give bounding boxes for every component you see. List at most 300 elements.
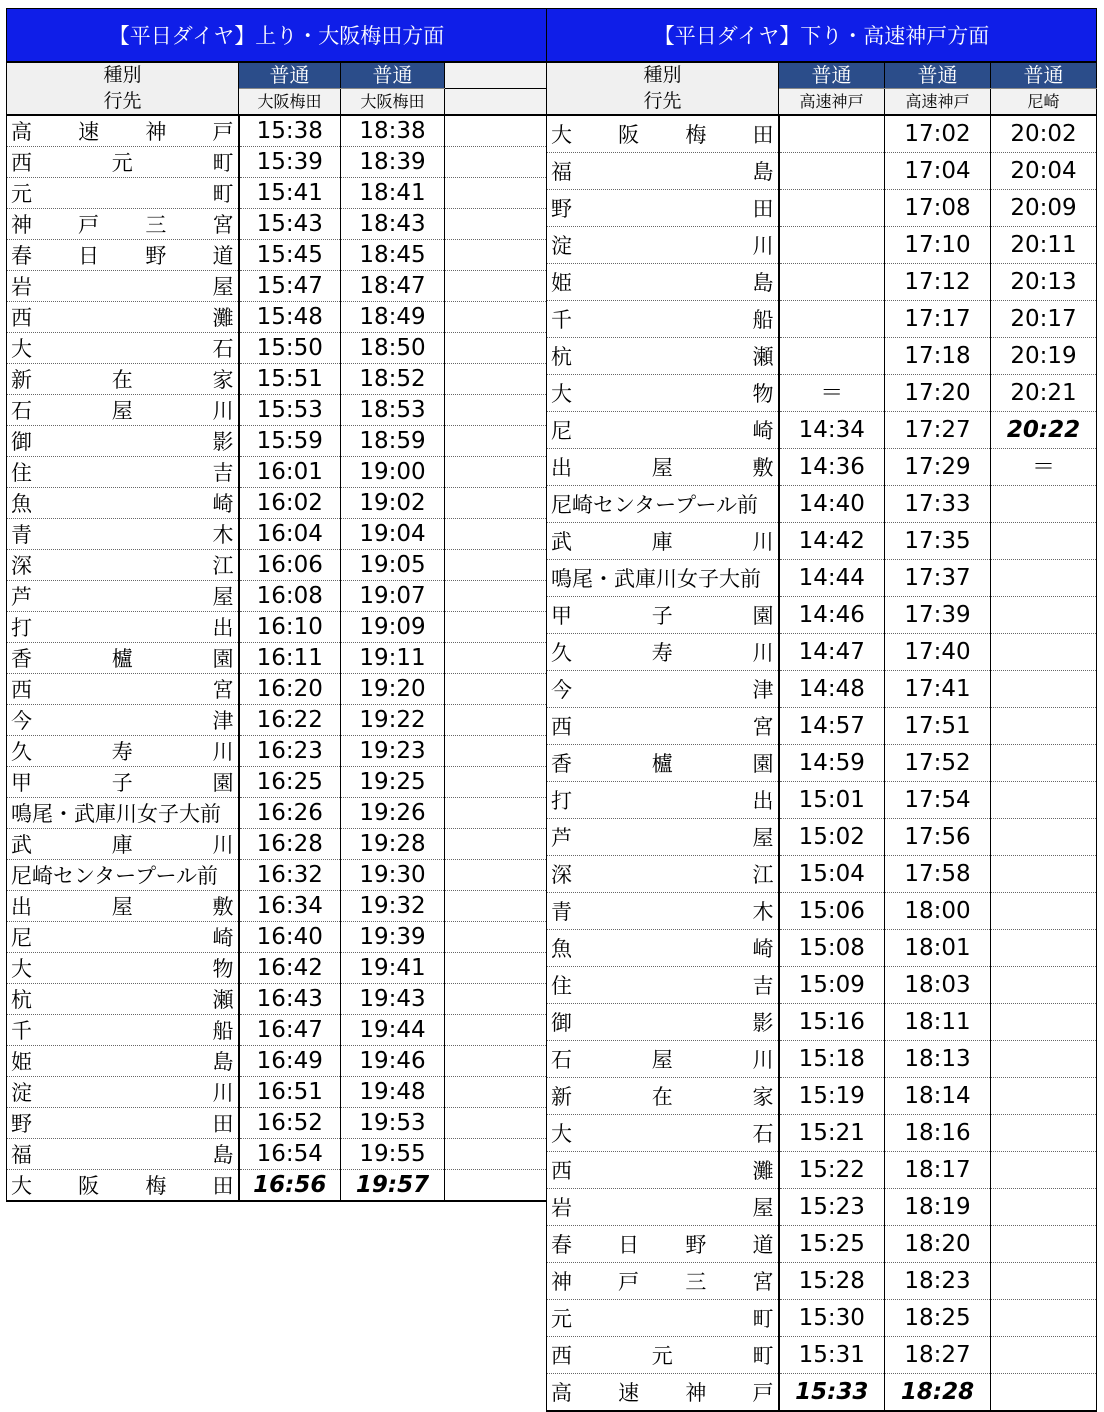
station-name xyxy=(11,953,234,983)
departure-time: 17:37 xyxy=(885,560,991,597)
departure-time: 16:20 xyxy=(239,674,341,705)
station-name xyxy=(11,302,234,332)
station-row xyxy=(547,264,1097,301)
station-name xyxy=(551,267,774,297)
departure-time: 20:13 xyxy=(991,264,1097,301)
table-title: 【平日ダイヤ】下り・高速神戸方面 xyxy=(547,9,1097,63)
station-name-char: 戸 xyxy=(212,120,234,144)
empty-time-cell xyxy=(445,984,547,1015)
station-name-char: 田 xyxy=(212,1174,234,1198)
station-row xyxy=(7,736,547,767)
departure-time: 16:06 xyxy=(239,550,341,581)
station-name-char: 物 xyxy=(752,382,774,406)
departure-time: 18:16 xyxy=(885,1115,991,1152)
station-name-char: 三 xyxy=(145,213,167,237)
station-name-char: 在 xyxy=(651,1085,673,1109)
departure-time: 15:47 xyxy=(239,271,341,302)
station-row xyxy=(547,560,1097,597)
station-name-char: 三 xyxy=(685,1270,707,1294)
station-name-char: 川 xyxy=(212,1081,234,1105)
station-name: 尼崎センタープール前 xyxy=(551,493,759,517)
train-type-cell: 普通 xyxy=(341,62,445,89)
station-name-cell xyxy=(547,227,779,264)
station-row xyxy=(7,922,547,953)
departure-time xyxy=(991,819,1097,856)
station-row xyxy=(7,1015,547,1046)
station-name-char: 川 xyxy=(212,740,234,764)
departure-time: 19:32 xyxy=(341,891,445,922)
station-name xyxy=(11,984,234,1014)
station-name-cell xyxy=(547,153,779,190)
station-name-char: 高 xyxy=(11,120,32,144)
station-name-cell xyxy=(7,147,239,178)
timetable-outbound xyxy=(6,8,547,1202)
departure-time: 18:53 xyxy=(341,395,445,426)
station-name-char: 影 xyxy=(752,1011,774,1035)
station-name-cell xyxy=(547,1078,779,1115)
station-name-char: 大 xyxy=(11,957,32,981)
station-name-char: 梅 xyxy=(685,123,707,147)
station-name xyxy=(551,378,774,408)
type-row xyxy=(547,62,1097,89)
station-name-char: 家 xyxy=(212,368,234,392)
departure-time: 15:25 xyxy=(779,1226,885,1263)
station-name-char: 打 xyxy=(11,616,32,640)
departure-time: 17:12 xyxy=(885,264,991,301)
station-name-char: 日 xyxy=(78,244,100,268)
station-name-cell xyxy=(547,708,779,745)
station-name xyxy=(551,1081,774,1111)
station-name-char: 香 xyxy=(11,647,32,671)
departure-time: 19:57 xyxy=(341,1170,445,1202)
station-name-char: 千 xyxy=(551,308,572,332)
station-name-cell xyxy=(7,240,239,271)
station-row xyxy=(547,856,1097,893)
station-name-char: 宮 xyxy=(212,213,234,237)
station-name xyxy=(11,271,234,301)
departure-time: 19:41 xyxy=(341,953,445,984)
departure-time: 15:31 xyxy=(779,1337,885,1374)
station-row xyxy=(547,301,1097,338)
departure-time: 16:43 xyxy=(239,984,341,1015)
departure-time: 14:46 xyxy=(779,597,885,634)
departure-time xyxy=(779,115,885,153)
departure-time: 16:32 xyxy=(239,860,341,891)
station-name-char: 戸 xyxy=(618,1270,640,1294)
departure-time: 19:26 xyxy=(341,798,445,829)
station-name xyxy=(11,612,234,642)
station-name-char: 園 xyxy=(752,752,774,776)
departure-time xyxy=(991,1152,1097,1189)
station-name-cell xyxy=(7,209,239,240)
departure-time xyxy=(991,782,1097,819)
destination-cell: 大阪梅田 xyxy=(239,89,341,116)
station-name-char: 町 xyxy=(212,182,234,206)
departure-time xyxy=(991,597,1097,634)
station-name-cell xyxy=(547,782,779,819)
station-row xyxy=(7,115,547,147)
station-name-char: 御 xyxy=(11,430,32,454)
station-name xyxy=(551,711,774,741)
station-name-char: 今 xyxy=(551,678,572,702)
empty-time-cell xyxy=(445,1046,547,1077)
station-name xyxy=(551,304,774,334)
departure-time: 15:50 xyxy=(239,333,341,364)
station-row xyxy=(7,240,547,271)
station-name-char: 神 xyxy=(11,213,32,237)
station-name-char: 出 xyxy=(11,895,32,919)
station-row xyxy=(547,893,1097,930)
departure-time: 20:21 xyxy=(991,375,1097,412)
station-name-cell xyxy=(7,1015,239,1046)
station-name-cell xyxy=(7,860,239,891)
station-name-char: 田 xyxy=(752,123,774,147)
departure-time xyxy=(991,1374,1097,1412)
train-type-cell: 普通 xyxy=(885,62,991,89)
station-name xyxy=(11,1170,234,1200)
station-name-cell xyxy=(7,829,239,860)
departure-time: 19:28 xyxy=(341,829,445,860)
departure-time xyxy=(991,523,1097,560)
station-name-cell xyxy=(547,745,779,782)
departure-time: 17:56 xyxy=(885,819,991,856)
departure-time xyxy=(779,190,885,227)
station-row xyxy=(547,1189,1097,1226)
station-row xyxy=(547,190,1097,227)
station-name xyxy=(11,922,234,952)
departure-time: 17:54 xyxy=(885,782,991,819)
station-name-char: 尼 xyxy=(11,926,32,950)
station-name-cell xyxy=(547,523,779,560)
station-name xyxy=(551,933,774,963)
station-row xyxy=(547,1374,1097,1412)
station-name-char: 吉 xyxy=(212,461,234,485)
station-name-char: 阪 xyxy=(78,1174,100,1198)
station-name-cell xyxy=(547,1115,779,1152)
station-name-char: 櫨 xyxy=(111,647,133,671)
station-name-char: 西 xyxy=(551,1344,572,1368)
empty-time-cell xyxy=(445,147,547,178)
station-name xyxy=(11,1015,234,1045)
departure-time: 17:51 xyxy=(885,708,991,745)
station-name-char: 在 xyxy=(111,368,133,392)
station-row xyxy=(7,364,547,395)
station-name xyxy=(551,600,774,630)
station-name-cell xyxy=(7,550,239,581)
empty-time-cell xyxy=(445,271,547,302)
station-row xyxy=(547,486,1097,523)
station-name xyxy=(551,785,774,815)
station-row xyxy=(7,1108,547,1139)
empty-time-cell xyxy=(445,1139,547,1170)
station-name-char: 大 xyxy=(551,123,572,147)
station-row xyxy=(7,426,547,457)
empty-time-cell xyxy=(445,115,547,147)
station-name-char: 岩 xyxy=(11,275,32,299)
station-name-cell xyxy=(7,364,239,395)
station-row xyxy=(547,1115,1097,1152)
station-row xyxy=(7,302,547,333)
departure-time: 19:00 xyxy=(341,457,445,488)
departure-time: 17:27 xyxy=(885,412,991,449)
departure-time: 19:43 xyxy=(341,984,445,1015)
departure-time: 15:16 xyxy=(779,1004,885,1041)
departure-time: 20:02 xyxy=(991,115,1097,153)
departure-time: 18:19 xyxy=(885,1189,991,1226)
station-name-char: 神 xyxy=(685,1381,707,1405)
station-name-char: 瀬 xyxy=(752,345,774,369)
station-name-char: 津 xyxy=(752,678,774,702)
station-name-cell xyxy=(7,736,239,767)
station-name-cell xyxy=(547,449,779,486)
station-name-char: 園 xyxy=(752,604,774,628)
station-name-char: 崎 xyxy=(752,419,774,443)
departure-time: 17:35 xyxy=(885,523,991,560)
station-name-char: 崎 xyxy=(212,926,234,950)
destination-cell: 尼崎 xyxy=(991,89,1097,116)
station-name-char: 高 xyxy=(551,1381,572,1405)
departure-time: 18:59 xyxy=(341,426,445,457)
station-name xyxy=(11,426,234,456)
departure-time: 19:46 xyxy=(341,1046,445,1077)
station-name-char: 島 xyxy=(752,271,774,295)
departure-time: 18:20 xyxy=(885,1226,991,1263)
station-name-char: 崎 xyxy=(212,492,234,516)
station-name xyxy=(11,643,234,673)
empty-time-cell xyxy=(445,178,547,209)
departure-time: 16:02 xyxy=(239,488,341,519)
station-name xyxy=(11,209,234,239)
departure-time: 15:41 xyxy=(239,178,341,209)
station-name-char: 庫 xyxy=(111,833,133,857)
departure-time: 15:02 xyxy=(779,819,885,856)
station-name-char: 春 xyxy=(11,244,32,268)
station-name-char: 西 xyxy=(11,306,32,330)
station-row xyxy=(547,782,1097,819)
station-name-char: 物 xyxy=(212,957,234,981)
destination-row xyxy=(7,89,547,116)
station-name-char: 川 xyxy=(752,641,774,665)
station-name xyxy=(11,519,234,549)
station-row xyxy=(7,147,547,178)
departure-time: 17:40 xyxy=(885,634,991,671)
station-name-char: 野 xyxy=(551,197,572,221)
station-name-cell xyxy=(7,1170,239,1202)
train-type-cell: 普通 xyxy=(239,62,341,89)
departure-time: 15:21 xyxy=(779,1115,885,1152)
empty-time-cell xyxy=(445,488,547,519)
empty-time-cell xyxy=(445,1170,547,1202)
station-name-cell xyxy=(7,581,239,612)
station-name-char: 甲 xyxy=(11,771,32,795)
empty-time-cell xyxy=(445,922,547,953)
departure-time xyxy=(779,227,885,264)
departure-time: 19:02 xyxy=(341,488,445,519)
station-name-char: 住 xyxy=(11,461,32,485)
station-name-char: 魚 xyxy=(551,937,572,961)
station-name-char: 武 xyxy=(11,833,32,857)
station-name-char: 大 xyxy=(11,1174,32,1198)
departure-time: 15:39 xyxy=(239,147,341,178)
empty-time-cell xyxy=(445,1108,547,1139)
station-name xyxy=(551,1007,774,1037)
station-row xyxy=(7,1139,547,1170)
destination-label: 行先 xyxy=(547,89,779,116)
station-name-char: 宮 xyxy=(212,678,234,702)
empty-time-cell xyxy=(445,240,547,271)
station-name-char: 道 xyxy=(752,1233,774,1257)
station-name-cell xyxy=(7,674,239,705)
station-name-char: 木 xyxy=(752,900,774,924)
station-name-char: 新 xyxy=(551,1085,572,1109)
station-row xyxy=(547,1226,1097,1263)
departure-time: 18:23 xyxy=(885,1263,991,1300)
departure-time: 15:19 xyxy=(779,1078,885,1115)
station-name-cell xyxy=(547,1337,779,1374)
departure-time: 16:47 xyxy=(239,1015,341,1046)
station-row xyxy=(547,745,1097,782)
departure-time: 18:03 xyxy=(885,967,991,1004)
departure-time: 19:53 xyxy=(341,1108,445,1139)
departure-time: 18:41 xyxy=(341,178,445,209)
station-name-char: 西 xyxy=(11,678,32,702)
station-row xyxy=(547,1004,1097,1041)
train-type-cell: 普通 xyxy=(779,62,885,89)
station-name xyxy=(11,705,234,735)
departure-time: 16:01 xyxy=(239,457,341,488)
station-name-char: 川 xyxy=(212,399,234,423)
departure-time: 17:58 xyxy=(885,856,991,893)
station-name-cell xyxy=(547,1374,779,1412)
station-name-cell xyxy=(547,597,779,634)
station-name xyxy=(551,970,774,1000)
departure-time: 15:09 xyxy=(779,967,885,1004)
departure-time: ＝ xyxy=(779,375,885,412)
departure-time: 15:08 xyxy=(779,930,885,967)
station-name xyxy=(11,891,234,921)
station-name-cell xyxy=(7,1077,239,1108)
station-name-char: 敷 xyxy=(752,456,774,480)
departure-time: 16:28 xyxy=(239,829,341,860)
station-name xyxy=(551,1340,774,1370)
station-name-cell xyxy=(7,953,239,984)
departure-time xyxy=(991,1041,1097,1078)
empty-time-cell xyxy=(445,581,547,612)
station-name-char: 尼 xyxy=(551,419,572,443)
station-name-char: 杭 xyxy=(551,345,572,369)
station-name xyxy=(11,767,234,797)
departure-time: 19:44 xyxy=(341,1015,445,1046)
departure-time: ＝ xyxy=(991,449,1097,486)
station-name-cell xyxy=(547,486,779,523)
departure-time xyxy=(991,1337,1097,1374)
station-name-char: 甲 xyxy=(551,604,572,628)
departure-time: 19:05 xyxy=(341,550,445,581)
departure-time: 20:19 xyxy=(991,338,1097,375)
station-row xyxy=(547,227,1097,264)
station-name-char: 野 xyxy=(145,244,167,268)
station-name-char: 野 xyxy=(685,1233,707,1257)
departure-time xyxy=(991,486,1097,523)
departure-time: 15:18 xyxy=(779,1041,885,1078)
empty-time-cell xyxy=(445,860,547,891)
empty-time-cell xyxy=(445,736,547,767)
departure-time: 19:22 xyxy=(341,705,445,736)
station-name-char: 福 xyxy=(11,1143,32,1167)
departure-time xyxy=(991,1263,1097,1300)
station-name-cell xyxy=(547,560,779,597)
station-name xyxy=(11,1077,234,1107)
station-name-char: 青 xyxy=(11,523,32,547)
station-name-char: 津 xyxy=(212,709,234,733)
station-name-char: 石 xyxy=(11,399,32,423)
station-name xyxy=(11,240,234,270)
station-name-char: 日 xyxy=(618,1233,640,1257)
station-name-char: 瀬 xyxy=(212,988,234,1012)
station-name-cell xyxy=(547,1226,779,1263)
station-name-cell xyxy=(7,271,239,302)
empty-header-cell xyxy=(445,89,547,116)
station-name-cell xyxy=(547,1004,779,1041)
departure-time: 17:29 xyxy=(885,449,991,486)
departure-time: 18:01 xyxy=(885,930,991,967)
station-name-char: 今 xyxy=(11,709,32,733)
station-name-cell xyxy=(547,1152,779,1189)
departure-time: 16:42 xyxy=(239,953,341,984)
station-name xyxy=(551,119,774,149)
station-name xyxy=(11,395,234,425)
station-name-char: 屋 xyxy=(752,826,774,850)
departure-time: 20:04 xyxy=(991,153,1097,190)
station-name-char: 石 xyxy=(551,1048,572,1072)
station-name xyxy=(11,1139,234,1169)
station-name-char: 元 xyxy=(11,182,32,206)
departure-time: 16:22 xyxy=(239,705,341,736)
departure-time: 16:40 xyxy=(239,922,341,953)
departure-time: 19:20 xyxy=(341,674,445,705)
empty-time-cell xyxy=(445,457,547,488)
empty-time-cell xyxy=(445,426,547,457)
departure-time: 16:10 xyxy=(239,612,341,643)
station-row xyxy=(7,674,547,705)
station-row xyxy=(7,953,547,984)
empty-time-cell xyxy=(445,395,547,426)
station-name-char: 武 xyxy=(551,530,572,554)
departure-time xyxy=(779,338,885,375)
table-title: 【平日ダイヤ】上り・大阪梅田方面 xyxy=(7,9,547,63)
timetable-inbound xyxy=(546,8,1097,1412)
station-row xyxy=(547,375,1097,412)
station-name xyxy=(11,736,234,766)
station-name xyxy=(551,896,774,926)
station-row xyxy=(7,1077,547,1108)
station-name-char: 吉 xyxy=(752,974,774,998)
departure-time xyxy=(991,1115,1097,1152)
departure-time: 19:39 xyxy=(341,922,445,953)
departure-time: 18:11 xyxy=(885,1004,991,1041)
station-name-char: 出 xyxy=(212,616,234,640)
departure-time: 18:13 xyxy=(885,1041,991,1078)
station-name-char: 出 xyxy=(551,456,572,480)
station-name-char: 西 xyxy=(551,1159,572,1183)
station-name-char: 町 xyxy=(752,1344,774,1368)
station-row xyxy=(7,798,547,829)
station-row xyxy=(7,767,547,798)
station-name-char: 住 xyxy=(551,974,572,998)
station-name-char: 魚 xyxy=(11,492,32,516)
station-name-cell xyxy=(547,1041,779,1078)
departure-time: 18:14 xyxy=(885,1078,991,1115)
